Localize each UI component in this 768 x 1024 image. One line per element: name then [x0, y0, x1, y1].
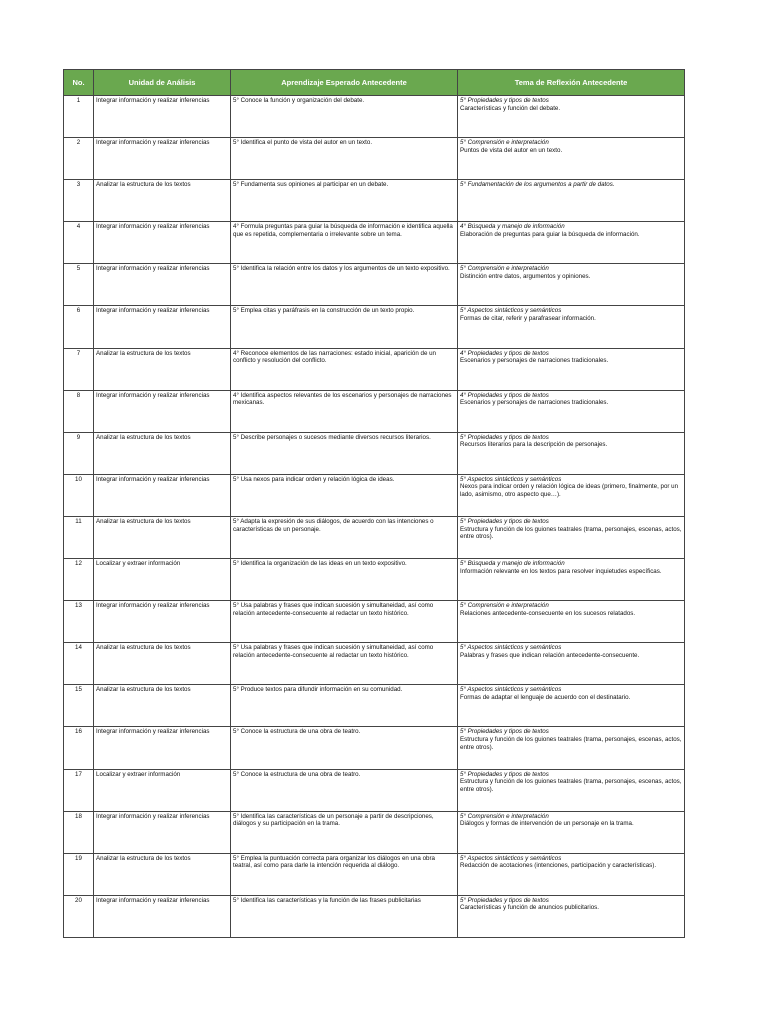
cell-unidad[interactable]: Localizar y extraer información	[94, 769, 231, 811]
cell-aprendizaje[interactable]: 5° Produce textos para difundir información en su comunidad.	[231, 685, 458, 727]
cell-unidad[interactable]: Integrar información y realizar inferencias	[94, 601, 231, 643]
cell-aprendizaje[interactable]: 4° Identifica aspectos relevantes de los escenarios y personajes de narraciones mexicanas.	[231, 390, 458, 432]
cell-aprendizaje[interactable]: 5° Conoce la estructura de una obra de teatro.	[231, 769, 458, 811]
cell-unidad[interactable]: Analizar la estructura de los textos	[94, 432, 231, 474]
tema-titulo: 5° Propiedades y tipos de textos	[460, 770, 549, 778]
cell-no[interactable]: 8	[64, 390, 94, 432]
table-row	[64, 432, 685, 474]
table-row	[64, 727, 685, 769]
cell-tema[interactable]	[458, 685, 685, 727]
cell-tema[interactable]	[458, 474, 685, 516]
header-tema: Tema de Reflexión Antecedente	[458, 70, 685, 96]
cell-tema[interactable]	[458, 348, 685, 390]
table-row	[64, 601, 685, 643]
tema-titulo: 5° Propiedades y tipos de textos	[460, 97, 549, 104]
table-row	[64, 180, 685, 222]
table-row	[64, 811, 685, 853]
tema-descripcion: Características y función de anuncios publicitarios.	[460, 904, 599, 912]
cell-unidad[interactable]: Analizar la estructura de los textos	[94, 853, 231, 895]
cell-unidad[interactable]: Integrar información y realizar inferencias	[94, 306, 231, 348]
cell-tema[interactable]	[458, 895, 685, 937]
cell-no[interactable]: 3	[64, 180, 94, 222]
cell-tema[interactable]	[458, 769, 685, 811]
tema-titulo: 5° Propiedades y tipos de textos	[460, 433, 549, 441]
tema-titulo: 4° Búsqueda y manejo de información	[460, 223, 565, 231]
cell-unidad[interactable]: Analizar la estructura de los textos	[94, 516, 231, 558]
tema-titulo: 5° Aspectos sintácticos y semánticos	[460, 644, 562, 652]
table-row	[64, 559, 685, 601]
cell-no[interactable]: 4	[64, 222, 94, 264]
tema-titulo: 5° Aspectos sintácticos y semánticos	[460, 307, 562, 315]
cell-aprendizaje[interactable]: 5° Usa palabras y frases que indican sucesión y simultaneidad, así como relación antecedente-consecuente al redactar un texto histórico.	[231, 601, 458, 643]
tema-descripcion: Características y función del debate.	[460, 104, 561, 112]
tema-titulo: 5° Aspectos sintácticos y semánticos	[460, 475, 562, 483]
cell-aprendizaje[interactable]: 5° Identifica la relación entre los datos y los argumentos de un texto expositivo.	[231, 264, 458, 306]
cell-no[interactable]: 15	[64, 685, 94, 727]
cell-no[interactable]: 7	[64, 348, 94, 390]
cell-tema[interactable]	[458, 811, 685, 853]
tema-titulo: 4° Propiedades y tipos de textos	[460, 391, 549, 399]
cell-aprendizaje[interactable]: 5° Describe personajes o sucesos mediante diversos recursos literarios.	[231, 432, 458, 474]
table-row	[64, 390, 685, 432]
cell-no[interactable]: 17	[64, 769, 94, 811]
cell-tema[interactable]	[458, 727, 685, 769]
cell-no[interactable]: 18	[64, 811, 94, 853]
cell-unidad[interactable]: Analizar la estructura de los textos	[94, 180, 231, 222]
tema-descripcion: Nexos para indicar orden y relación lógica de ideas (primero, finalmente, por un lado, asimismo, otro aspecto que…).	[460, 483, 679, 499]
cell-aprendizaje[interactable]: 5° Emplea citas y paráfrasis en la construcción de un texto propio.	[231, 306, 458, 348]
tema-titulo: 5° Comprensión e interpretación	[460, 812, 549, 820]
cell-tema[interactable]	[458, 264, 685, 306]
tema-descripcion: Estructura y función de los guiones teatrales (trama, personajes, escenas, actos, entre otros).	[460, 778, 682, 793]
table-row	[64, 138, 685, 180]
header-aprendizaje: Aprendizaje Esperado Antecedente	[231, 70, 458, 96]
cell-no[interactable]: 5	[64, 264, 94, 306]
cell-unidad[interactable]: Integrar información y realizar inferencias	[94, 222, 231, 264]
table-row	[64, 96, 685, 138]
cell-tema[interactable]	[458, 390, 685, 432]
cell-unidad[interactable]: Integrar información y realizar inferencias	[94, 264, 231, 306]
cell-tema[interactable]	[458, 643, 685, 685]
cell-unidad[interactable]: Integrar información y realizar inferencias	[94, 727, 231, 769]
cell-aprendizaje[interactable]: 5° Identifica el punto de vista del autor en un texto.	[231, 138, 458, 180]
tema-titulo: 5° Propiedades y tipos de textos	[460, 728, 549, 736]
cell-no[interactable]: 2	[64, 138, 94, 180]
tema-descripcion: Diálogos y formas de intervención de un personaje en la trama.	[460, 820, 634, 828]
cell-aprendizaje[interactable]: 5° Conoce la función y organización del debate.	[231, 96, 458, 138]
table-row	[64, 769, 685, 811]
table-row	[64, 306, 685, 348]
tema-descripcion: Escenarios y personajes de narraciones tradicionales.	[460, 399, 609, 407]
tema-titulo: 5° Aspectos sintácticos y semánticos	[460, 686, 562, 694]
tema-titulo: 5° Fundamentación de los argumentos a partir de datos.	[460, 181, 615, 189]
cell-no[interactable]: 12	[64, 559, 94, 601]
tema-titulo: 5° Aspectos sintácticos y semánticos	[460, 854, 562, 862]
cell-aprendizaje[interactable]: 5° Adapta la expresión de sus diálogos, de acuerdo con las intenciones o características de un personaje.	[231, 516, 458, 558]
cell-tema[interactable]	[458, 222, 685, 264]
tema-titulo: 4° Propiedades y tipos de textos	[460, 349, 549, 357]
cell-tema[interactable]	[458, 432, 685, 474]
tema-descripcion: Escenarios y personajes de narraciones tradicionales.	[460, 357, 609, 365]
cell-unidad[interactable]: Integrar información y realizar inferencias	[94, 474, 231, 516]
cell-tema[interactable]	[458, 601, 685, 643]
cell-unidad[interactable]: Integrar información y realizar inferencias	[94, 390, 231, 432]
cell-no[interactable]: 19	[64, 853, 94, 895]
cell-aprendizaje[interactable]: 5° Emplea la puntuación correcta para organizar los diálogos en una obra teatral, así como para darle la intención requerida al diálogo.	[231, 853, 458, 895]
table-row	[64, 643, 685, 685]
cell-unidad[interactable]: Integrar información y realizar inferencias	[94, 895, 231, 937]
header-unidad: Unidad de Análisis	[94, 70, 231, 96]
tema-descripcion: Relaciones antecedente-consecuente en los sucesos relatados.	[460, 609, 636, 617]
cell-tema[interactable]	[458, 853, 685, 895]
table-row	[64, 853, 685, 895]
table-body	[64, 96, 685, 938]
cell-unidad[interactable]: Integrar información y realizar inferencias	[94, 811, 231, 853]
tema-descripcion: Estructura y función de los guiones teatrales (trama, personajes, escenas, actos, entre otros).	[460, 736, 682, 751]
tema-descripcion: Puntos de vista del autor en un texto.	[460, 146, 563, 154]
tema-titulo: 5° Búsqueda y manejo de información	[460, 560, 565, 568]
cell-tema[interactable]	[458, 516, 685, 558]
tema-descripcion: Formas de citar, referir y parafrasear información.	[460, 315, 596, 323]
cell-tema[interactable]	[458, 138, 685, 180]
cell-unidad[interactable]: Integrar información y realizar inferencias	[94, 96, 231, 138]
cell-no[interactable]: 10	[64, 474, 94, 516]
cell-no[interactable]: 9	[64, 432, 94, 474]
cell-no[interactable]: 11	[64, 516, 94, 558]
cell-aprendizaje[interactable]: 5° Conoce la estructura de una obra de teatro.	[231, 727, 458, 769]
tema-descripcion: Elaboración de preguntas para guiar la búsqueda de información.	[460, 230, 640, 238]
cell-no[interactable]: 6	[64, 306, 94, 348]
cell-tema[interactable]	[458, 180, 685, 222]
cell-unidad[interactable]: Integrar información y realizar inferencias	[94, 138, 231, 180]
cell-aprendizaje[interactable]: 5° Usa palabras y frases que indican sucesión y simultaneidad, así como relación antecedente-consecuente al redactar un texto histórico.	[231, 643, 458, 685]
tema-descripcion: Información relevante en los textos para resolver inquietudes específicas.	[460, 567, 662, 575]
cell-no[interactable]: 1	[64, 96, 94, 138]
table-row	[64, 474, 685, 516]
cell-no[interactable]: 16	[64, 727, 94, 769]
spreadsheet	[63, 69, 684, 938]
cell-aprendizaje[interactable]: 5° Usa nexos para indicar orden y relación lógica de ideas.	[231, 474, 458, 516]
tema-titulo: 5° Propiedades y tipos de textos	[460, 517, 549, 525]
cell-unidad[interactable]: Analizar la estructura de los textos	[94, 643, 231, 685]
tema-descripcion: Recursos literarios para la descripción de personajes.	[460, 441, 608, 449]
tema-descripcion: Palabras y frases que indican relación antecedente-consecuente.	[460, 651, 640, 659]
tema-descripcion: Distinción entre datos, argumentos y opiniones.	[460, 272, 591, 280]
cell-aprendizaje[interactable]: 5° Identifica las características y la función de las frases publicitarias	[231, 895, 458, 937]
cell-aprendizaje[interactable]: 5° Identifica las características de un personaje a partir de descripciones, diálogos y su participación en la trama.	[231, 811, 458, 853]
cell-tema[interactable]	[458, 306, 685, 348]
learning-table	[63, 69, 685, 938]
table-row	[64, 264, 685, 306]
tema-descripcion: Estructura y función de los guiones teatrales (trama, personajes, escenas, actos, entre otros).	[460, 525, 682, 541]
tema-descripcion: Formas de adaptar el lenguaje de acuerdo con el destinatario.	[460, 693, 631, 701]
cell-aprendizaje[interactable]: 4° Formula preguntas para guiar la búsqueda de información e identifica aquella que es repetida, complementaria o irrelevante sobre un tema.	[231, 222, 458, 264]
cell-aprendizaje[interactable]: 5° Identifica la organización de las ideas en un texto expositivo.	[231, 559, 458, 601]
cell-aprendizaje[interactable]: 5° Fundamenta sus opiniones al participar en un debate.	[231, 180, 458, 222]
tema-titulo: 5° Comprensión e interpretación	[460, 265, 549, 273]
tema-descripcion: Redacción de acotaciones (intenciones, participación y características).	[460, 862, 657, 870]
header-no: No.	[64, 70, 94, 96]
tema-titulo: 5° Comprensión e interpretación	[460, 602, 549, 610]
cell-aprendizaje[interactable]: 4° Reconoce elementos de las narraciones: estado inicial, aparición de un conflicto y resolución del conflicto.	[231, 348, 458, 390]
cell-unidad[interactable]: Analizar la estructura de los textos	[94, 685, 231, 727]
cell-no[interactable]: 20	[64, 895, 94, 937]
table-row	[64, 685, 685, 727]
cell-tema[interactable]	[458, 96, 685, 138]
cell-unidad[interactable]: Localizar y extraer información	[94, 559, 231, 601]
tema-titulo: 5° Comprensión e interpretación	[460, 139, 549, 147]
tema-titulo: 5° Propiedades y tipos de textos	[460, 896, 549, 904]
cell-no[interactable]: 13	[64, 601, 94, 643]
header-row	[64, 70, 685, 96]
table-row	[64, 895, 685, 937]
table-row	[64, 516, 685, 558]
cell-tema[interactable]	[458, 559, 685, 601]
table-row	[64, 222, 685, 264]
cell-unidad[interactable]: Analizar la estructura de los textos	[94, 348, 231, 390]
table-row	[64, 348, 685, 390]
cell-no[interactable]: 14	[64, 643, 94, 685]
